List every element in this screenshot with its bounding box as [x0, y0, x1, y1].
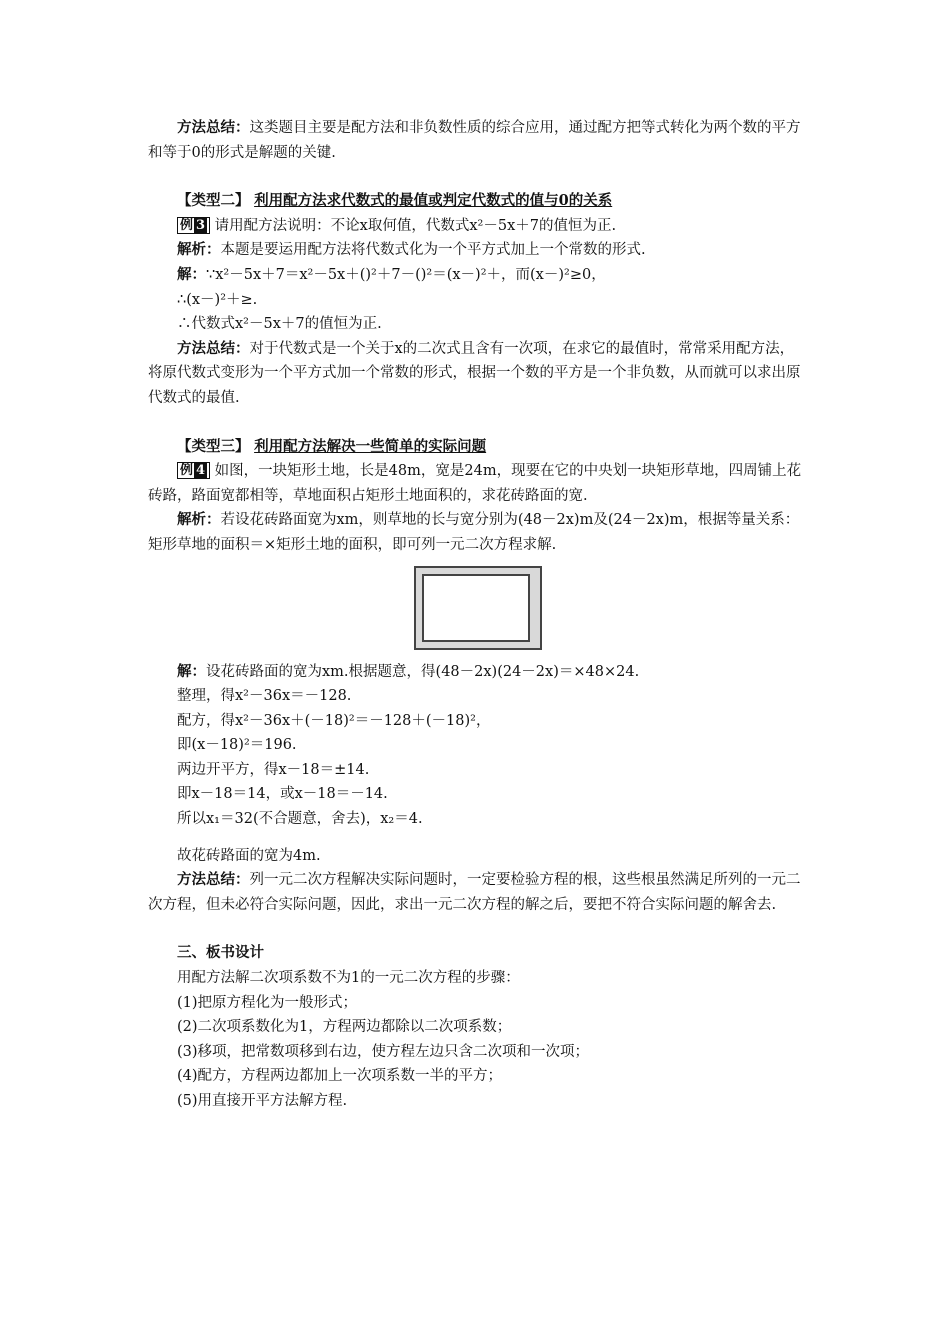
lawn-rectangle — [422, 574, 530, 642]
type2-title: 利用配方法求代数式的最值或判定代数式的值与0的关系 — [254, 192, 613, 210]
summary-text: 列一元二次方程解决实际问题时，一定要检验方程的根，这些根虽然满足所列的一元二次方程，但未必符合实际问题，因此，求出一元二次方程的解之后，要把不符合实际问题的解舍去. — [148, 872, 801, 913]
step-item: (2)二次项系数化为1，方程两边都除以二次项系数； — [177, 1019, 512, 1036]
example-3-solution-line-3: ∴代数式x²－5x＋7的值恒为正. — [177, 316, 382, 333]
type3-bracket: 【类型三】 — [177, 437, 250, 455]
example-4-solution-5: 两边开平方，得x－18＝±14. — [177, 761, 370, 778]
example-3-solution-line-2: ∴(x－)²＋≥. — [177, 291, 258, 308]
example-tag-text: 例 — [180, 463, 194, 479]
method-summary-3 — [148, 868, 808, 917]
example-4-solution-1 — [148, 660, 808, 685]
summary-label: 方法总结： — [177, 339, 250, 357]
example-3-solution-line-1 — [148, 263, 808, 288]
example-4-text: 如图，一块矩形土地，长是48m，宽是24m，现要在它的中央划一块矩形草地，四周铺上花砖路，路面宽都相等，草地面积占矩形土地面积的，求花砖路面的宽. — [148, 463, 802, 504]
example-tag-text: 例 — [180, 217, 194, 233]
analysis-text: 若设花砖路面宽为xm，则草地的长与宽分别为(48－2x)m及(24－2x)m，根据等量关系：矩形草地的面积＝×矩形土地的面积，即可列一元二次方程求解. — [148, 512, 800, 553]
section-3-title: 三、板书设计 — [177, 944, 264, 962]
type2-bracket: 【类型二】 — [177, 192, 250, 210]
example-4-tag — [177, 462, 210, 479]
example-3-question — [148, 214, 808, 239]
example-4-solution-6: 即x－18＝14，或x－18＝－14. — [177, 786, 388, 803]
solution-text: 设花砖路面的宽为xm.根据题意，得(48－2x)(24－2x)＝×48×24. — [206, 663, 640, 680]
analysis-text: 本题是要运用配方法将代数式化为一个平方式加上一个常数的形式. — [220, 242, 646, 259]
type3-title: 利用配方法解决一些简单的实际问题 — [254, 437, 487, 455]
step-item: (5)用直接开平方法解方程. — [177, 1093, 348, 1109]
analysis-label: 解析： — [177, 511, 221, 529]
example-4-solution-4: 即(x－18)²＝196. — [177, 737, 297, 754]
example-3-tag — [177, 217, 210, 234]
step-item: (4)配方，方程两边都加上一次项系数一半的平方； — [177, 1068, 503, 1085]
document-page — [148, 116, 808, 1114]
summary-text: 这类题目主要是配方法和非负数性质的综合应用，通过配方把等式转化为两个数的平方和等于0的形式是解题的关键. — [148, 120, 801, 161]
example-4-solution-7: 所以x₁＝32(不合题意，舍去)，x₂＝4. — [177, 811, 423, 828]
summary-label: 方法总结： — [177, 871, 250, 889]
type2-heading — [148, 189, 808, 214]
solution-text: ∵x²－5x＋7＝x²－5x＋()²＋7－()²＝(x－)²＋，而(x－)²≥0， — [206, 266, 606, 283]
section-3-intro: 用配方法解二次项系数不为1的一元二次方程的步骤： — [177, 970, 520, 987]
example-4-solution-8: 故花砖路面的宽为4m. — [177, 847, 321, 864]
example-4-solution-2: 整理，得x²－36x＝－128. — [177, 688, 352, 705]
step-item: (3)移项，把常数项移到右边，使方程左边只含二次项和一次项； — [177, 1043, 590, 1060]
solution-label: 解： — [177, 662, 206, 680]
type3-heading — [148, 435, 808, 460]
example-4-question — [148, 459, 808, 508]
example-3-analysis — [148, 238, 808, 263]
analysis-label: 解析： — [177, 241, 221, 259]
summary-text: 对于代数式是一个关于x的二次式且含有一次项，在求它的最值时，常常采用配方法，将原代数式变形为一个平方式加一个常数的形式，根据一个数的平方是一个非负数，从而就可以求出原代数式的最值. — [148, 340, 801, 406]
example-4-analysis — [148, 508, 808, 557]
solution-label: 解： — [177, 265, 206, 283]
example-tag-number: 4 — [196, 463, 206, 479]
rectangle-land-figure — [414, 566, 542, 650]
method-summary-1 — [148, 116, 808, 165]
method-summary-2 — [148, 337, 808, 411]
summary-label: 方法总结： — [177, 119, 250, 136]
example-3-text: 请用配方法说明：不论x取何值，代数式x²－5x＋7的值恒为正. — [214, 217, 617, 234]
example-4-solution-3: 配方，得x²－36x＋(－18)²＝－128＋(－18)²， — [177, 712, 491, 729]
step-item: (1)把原方程化为一般形式； — [177, 994, 358, 1011]
example-tag-number: 3 — [196, 217, 206, 233]
